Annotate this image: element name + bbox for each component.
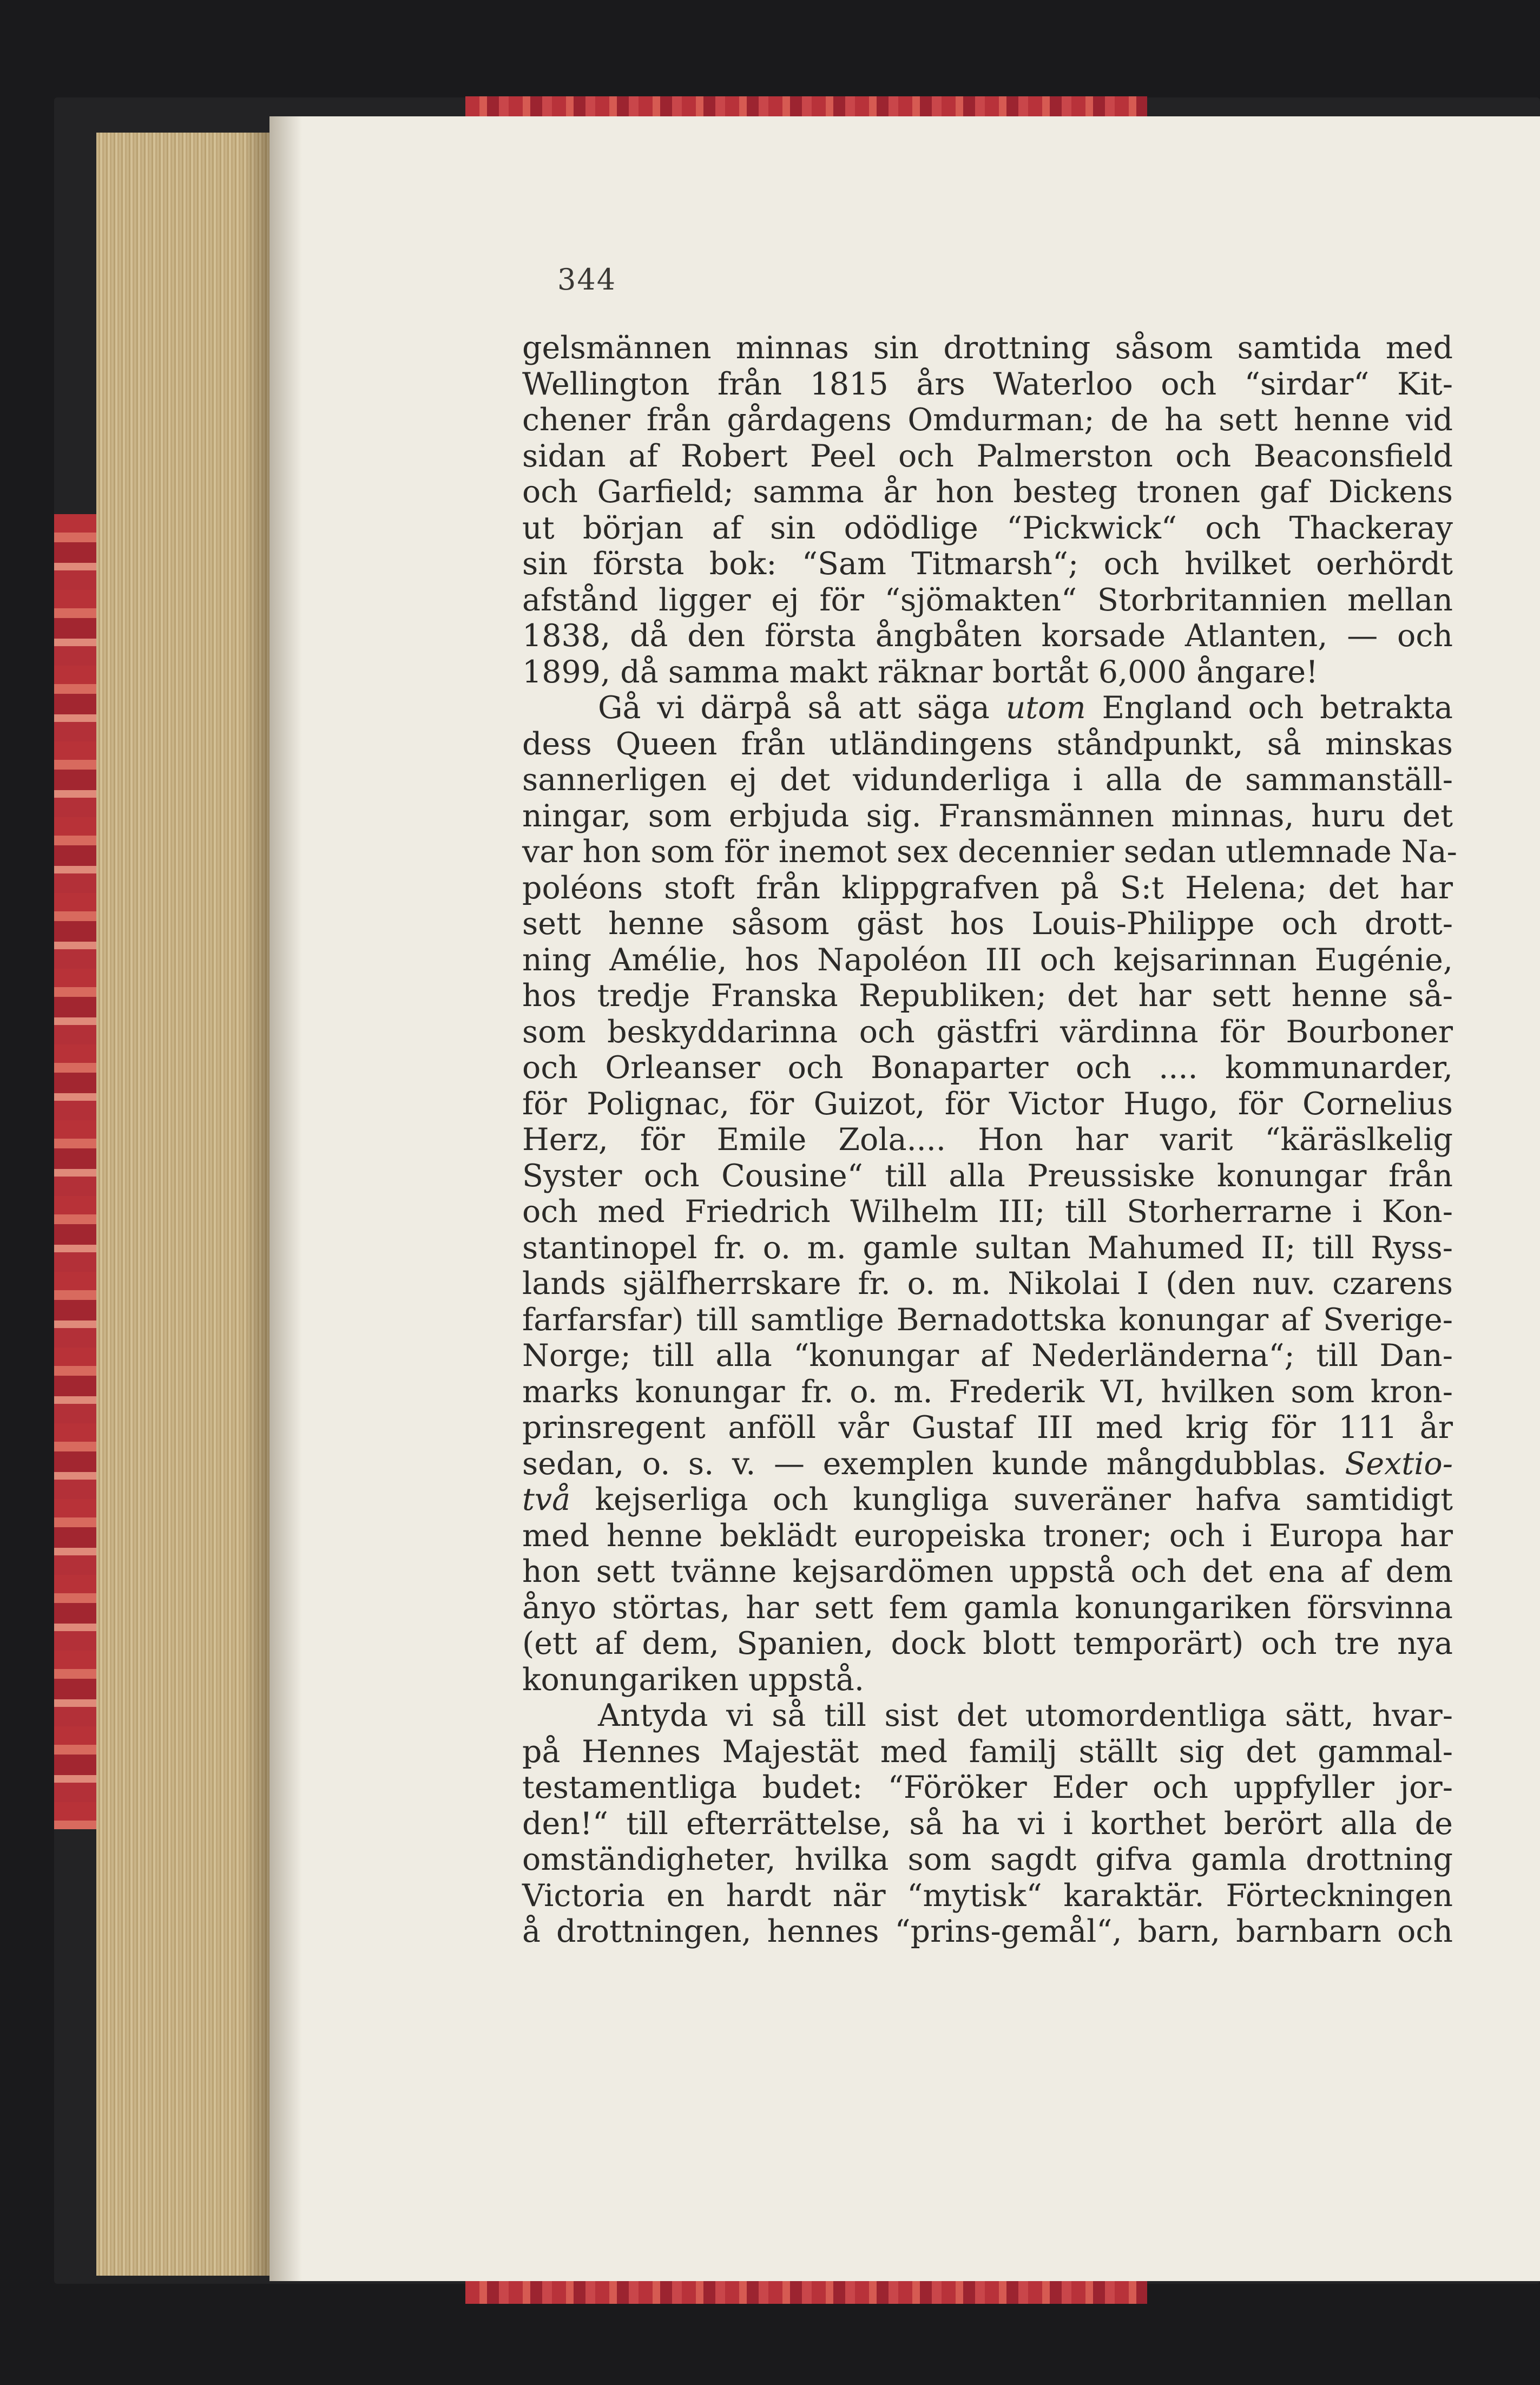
text-line — [522, 618, 1453, 654]
text-segment: 1838, då den första ångbåten korsade Atlanten, — och — [522, 618, 1453, 654]
text-line — [522, 1302, 1453, 1338]
text-segment: hos tredje Franska Republiken; det har sett henne så- — [522, 978, 1453, 1014]
page-stack-shadow — [243, 133, 269, 2276]
text-segment: omständigheter, hvilka som sagdt gifva gamla drottning — [522, 1842, 1453, 1877]
text-line — [522, 1410, 1453, 1446]
text-line — [522, 1662, 1453, 1698]
text-line — [522, 1230, 1453, 1266]
text-segment: farfarsfar) till samtlige Bernadottska konungar af Sverige- — [522, 1302, 1453, 1338]
text-segment: Syster och Cousine“ till alla Preussiske konungar från — [522, 1158, 1453, 1194]
text-segment: gelsmännen minnas sin drottning såsom samtida med — [522, 330, 1453, 366]
text-segment: för Polignac, för Guizot, för Victor Hugo, för Cornelius — [522, 1086, 1453, 1122]
text-line — [522, 1734, 1453, 1770]
text-line — [522, 510, 1453, 547]
text-line — [522, 1014, 1453, 1050]
text-line — [522, 402, 1453, 438]
text-segment: å drottningen, hennes “prins-gemål“, barn, barnbarn och — [522, 1914, 1453, 1949]
text-line — [522, 834, 1457, 870]
text-line — [522, 942, 1453, 978]
text-segment: ning Amélie, hos Napoléon III och kejsarinnan Eugénie, — [522, 942, 1453, 978]
text-segment: sedan, o. s. v. — exemplen kunde mångdubblas. — [522, 1446, 1345, 1482]
page-gutter-shadow — [269, 116, 302, 2281]
headband-bottom — [465, 2281, 1147, 2304]
text-segment: ningar, som erbjuda sig. Fransmännen minnas, huru det — [522, 798, 1453, 834]
text-segment: dess Queen från utländingens ståndpunkt, så minskas — [522, 726, 1453, 762]
text-line — [522, 1590, 1453, 1626]
italic-text-segment: två — [522, 1482, 571, 1517]
text-segment: Wellington från 1815 års Waterloo och “sirdar“ Kit- — [522, 366, 1453, 402]
text-line — [522, 1374, 1453, 1410]
text-line — [522, 1518, 1453, 1554]
text-segment: Antyda vi så till sist det utomordentliga sätt, hvar- — [598, 1698, 1453, 1733]
text-line — [522, 1122, 1453, 1158]
text-line — [522, 906, 1453, 942]
text-line — [522, 654, 1453, 691]
text-line — [522, 726, 1453, 763]
text-line — [522, 1338, 1453, 1374]
text-segment: och Garfield; samma år hon besteg tronen gaf Dickens — [522, 474, 1453, 510]
text-segment: med henne beklädt europeiska troner; och i Europa har — [522, 1517, 1453, 1554]
marbled-edge — [54, 514, 96, 1829]
text-line — [522, 438, 1453, 475]
text-line — [522, 978, 1453, 1014]
text-line — [522, 1194, 1453, 1230]
text-line — [522, 1842, 1453, 1878]
text-segment: sidan af Robert Peel och Palmerston och Beaconsfield — [522, 438, 1453, 474]
text-line — [522, 690, 1453, 726]
text-line — [522, 1626, 1453, 1662]
text-segment: konungariken uppstå. — [522, 1661, 864, 1698]
text-line — [522, 1698, 1453, 1734]
text-segment: Victoria en hardt när “mytisk“ karaktär. Förteckningen — [522, 1877, 1453, 1914]
text-segment: sannerligen ej det vidunderliga i alla de sammanställ- — [522, 762, 1453, 798]
text-segment: på Hennes Majestät med familj ställt sig det gammal- — [522, 1733, 1453, 1770]
text-segment: stantinopel fr. o. m. gamle sultan Mahumed II; till Ryss- — [522, 1230, 1453, 1266]
text-segment: testamentliga budet: “Föröker Eder och uppfyller jor- — [522, 1770, 1453, 1805]
text-segment: som beskyddarinna och gästfri värdinna för Bourboner — [522, 1014, 1453, 1050]
text-segment: sin första bok: “Sam Titmarsh“; och hvilket oerhördt — [522, 546, 1453, 582]
text-segment: marks konungar fr. o. m. Frederik VI, hvilken som kron- — [522, 1374, 1453, 1410]
text-segment: lands själfherrskare fr. o. m. Nikolai I (den nuv. czarens — [522, 1266, 1453, 1302]
text-segment: Gå vi därpå så att säga — [598, 690, 1006, 726]
text-line — [522, 1086, 1453, 1122]
text-segment: kejserliga och kungliga suveräner hafva samtidigt — [570, 1482, 1453, 1517]
text-segment: den!“ till efterrättelse, så ha vi i korthet berört alla de — [522, 1805, 1453, 1842]
headband-top — [465, 96, 1147, 119]
text-segment: och Orleanser och Bonaparter och .... kommunarder, — [522, 1050, 1453, 1086]
text-line — [522, 330, 1453, 366]
text-line — [522, 1770, 1453, 1806]
text-line — [522, 1914, 1453, 1950]
text-segment: Herz, för Emile Zola.... Hon har varit “käräslkelig — [522, 1122, 1453, 1158]
text-line — [522, 870, 1453, 906]
text-segment: hon sett tvänne kejsardömen uppstå och det ena af dem — [522, 1554, 1453, 1589]
text-line — [522, 1266, 1453, 1302]
text-segment: England och betrakta — [1085, 690, 1453, 726]
text-line — [522, 1554, 1453, 1590]
text-segment: Norge; till alla “konungar af Nederländerna“; till Dan- — [522, 1338, 1453, 1374]
text-line — [522, 1158, 1453, 1194]
text-line — [522, 762, 1453, 798]
text-segment: 1899, då samma makt räknar bortåt 6,000 ångare! — [522, 654, 1319, 690]
text-line — [522, 546, 1453, 582]
body-text — [522, 330, 1457, 1950]
text-segment: poléons stoft från klippgrafven på S:t Helena; det har — [522, 870, 1453, 906]
text-line — [522, 366, 1453, 403]
text-segment: chener från gårdagens Omdurman; de ha sett henne vid — [522, 402, 1453, 438]
text-segment: var hon som för inemot sex decennier sedan utlemnade Na- — [522, 834, 1457, 870]
text-segment: sett henne såsom gäst hos Louis-Philippe och drott- — [522, 906, 1453, 942]
text-line — [522, 1482, 1453, 1518]
text-line — [522, 1050, 1453, 1086]
text-line — [522, 1806, 1453, 1842]
italic-text-segment: Sextio- — [1345, 1446, 1453, 1482]
text-segment: afstånd ligger ej för “sjömakten“ Storbritannien mellan — [522, 582, 1453, 618]
page-number: 344 — [557, 262, 617, 297]
text-segment: (ett af dem, Spanien, dock blott temporärt) och tre nya — [522, 1626, 1453, 1661]
text-line — [522, 798, 1453, 835]
text-line — [522, 582, 1453, 619]
text-segment: ånyo störtas, har sett fem gamla konungariken försvinna — [522, 1589, 1453, 1626]
text-segment: prinsregent anföll vår Gustaf III med krig för 111 år — [522, 1410, 1453, 1446]
text-segment: ut början af sin odödlige “Pickwick“ och Thackeray — [522, 510, 1453, 546]
text-line — [522, 474, 1453, 510]
text-line — [522, 1878, 1453, 1914]
text-line — [522, 1446, 1453, 1482]
text-segment: och med Friedrich Wilhelm III; till Storherrarne i Kon- — [522, 1194, 1453, 1230]
italic-text-segment: utom — [1005, 690, 1086, 726]
